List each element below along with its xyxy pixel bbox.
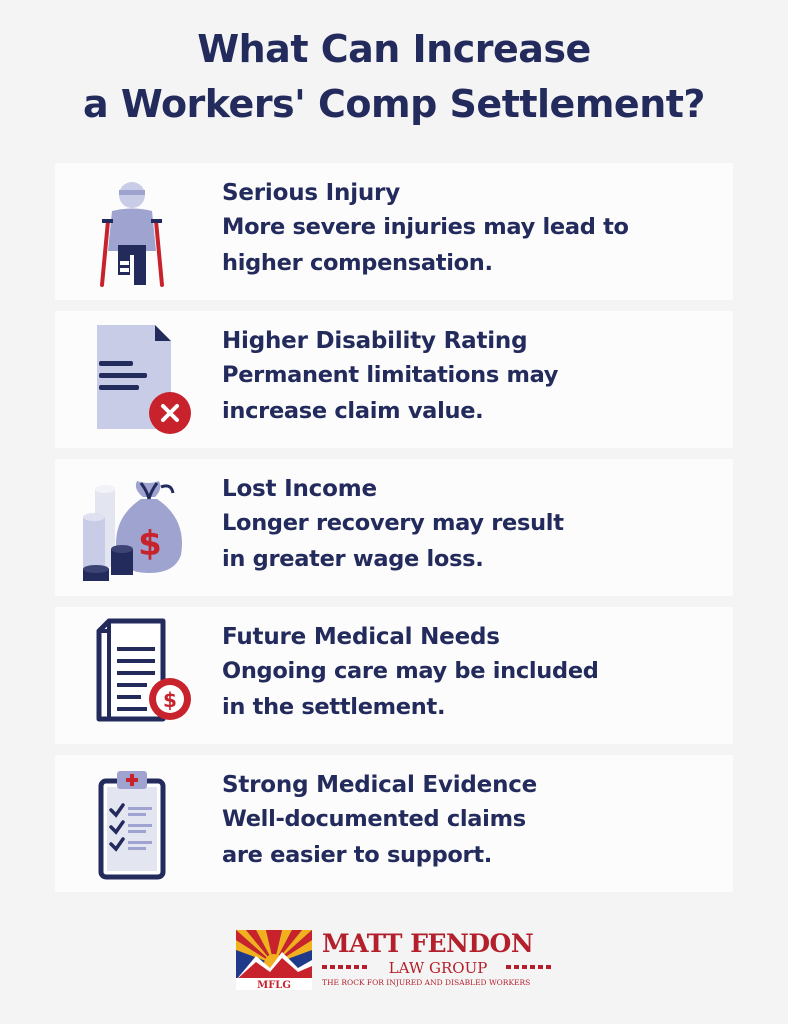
- factor-card-lost-income: [55, 459, 733, 596]
- arizona-mountain-emblem-icon: [236, 930, 312, 990]
- page-title: [0, 22, 788, 132]
- medical-bill-document-icon: [71, 617, 191, 734]
- factor-heading: Strong Medical Evidence: [222, 772, 538, 798]
- medical-checklist-clipboard-icon: [71, 765, 191, 882]
- factor-card-future-medical: [55, 607, 733, 744]
- factor-heading: Lost Income: [222, 476, 377, 502]
- factor-description: More severe injuries may lead to higher compensation.: [222, 214, 629, 276]
- page-title-line-1: What Can Increase: [197, 27, 591, 71]
- logo-group-label: LAW GROUP: [388, 959, 488, 977]
- svg-text:$: $: [163, 688, 177, 712]
- factor-description: Well-documented claims are easier to support.: [222, 806, 526, 868]
- factor-heading: Future Medical Needs: [222, 624, 500, 650]
- denied-document-icon: [71, 321, 191, 438]
- logo-tagline: THE ROCK FOR INJURED AND DISABLED WORKERS: [322, 978, 531, 987]
- factor-card-serious-injury: [55, 163, 733, 300]
- logo-monogram: MFLG: [257, 980, 291, 990]
- logo-divider: [506, 965, 554, 969]
- factor-description: Longer recovery may result in greater wage loss.: [222, 510, 564, 572]
- factor-card-medical-evidence: [55, 755, 733, 892]
- factor-heading: Serious Injury: [222, 180, 400, 206]
- law-firm-logo[interactable]: [236, 930, 556, 992]
- logo-firm-name: MATT FENDON: [322, 929, 534, 958]
- logo-divider: [322, 965, 370, 969]
- factor-description: Permanent limitations may increase claim value.: [222, 362, 559, 424]
- factor-card-disability-rating: [55, 311, 733, 448]
- factor-description: Ongoing care may be included in the settlement.: [222, 658, 599, 720]
- factor-heading: Higher Disability Rating: [222, 328, 528, 354]
- injured-person-crutches-icon: [71, 173, 191, 290]
- page-title-line-2: a Workers' Comp Settlement?: [83, 82, 705, 126]
- money-bag-coins-icon: [71, 469, 191, 586]
- svg-text:$: $: [138, 524, 162, 564]
